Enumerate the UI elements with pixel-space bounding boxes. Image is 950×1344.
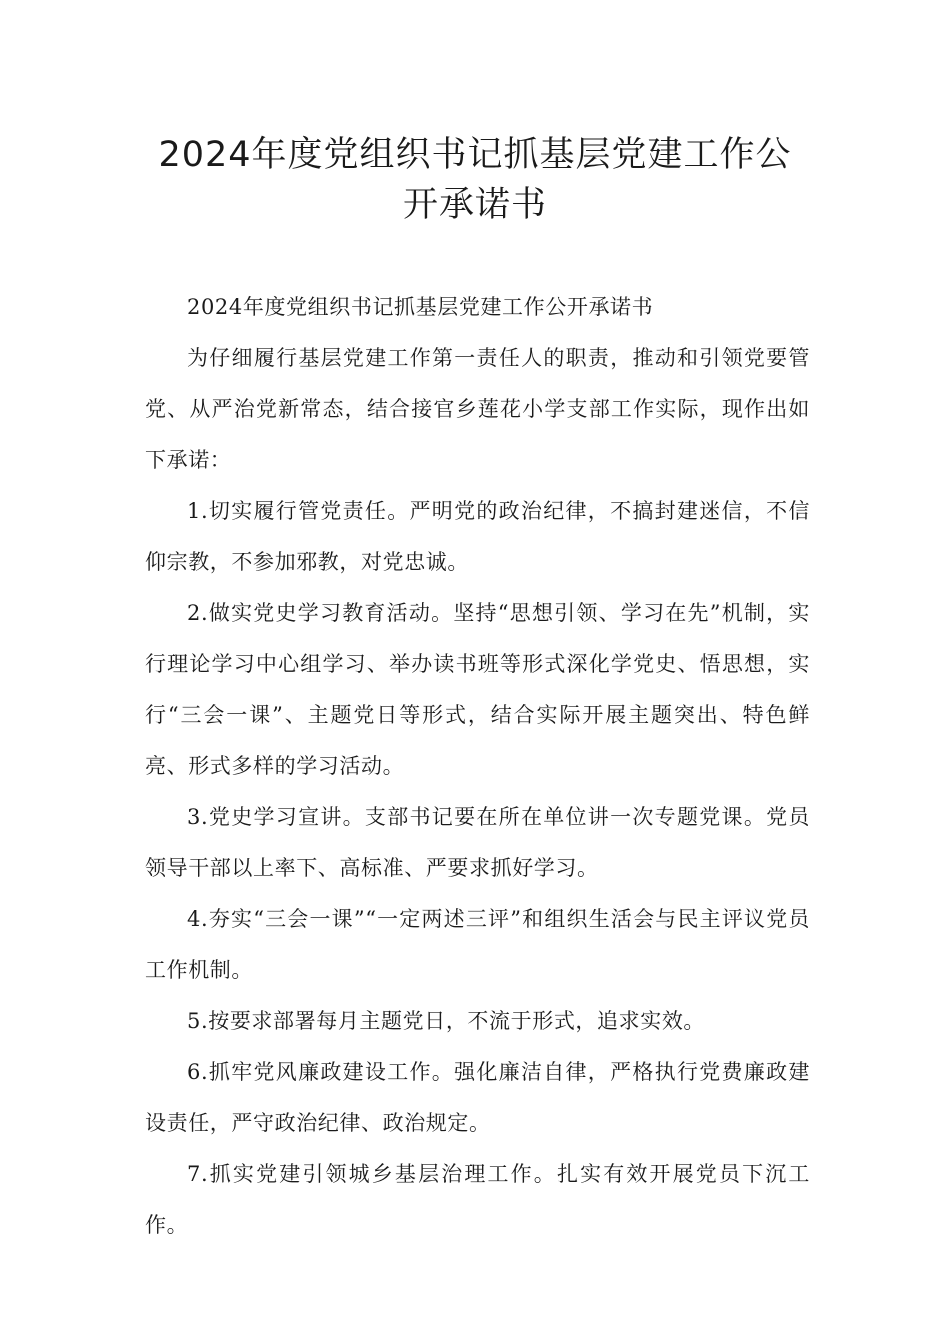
commitment-item-1: 1.切实履行管党责任。严明党的政治纪律，不搞封建迷信，不信仰宗教，不参加邪教，对党忠诚。 — [145, 499, 810, 574]
commitment-item-4: 4.夯实“三会一课”“一定两述三评”和组织生活会与民主评议党员工作机制。 — [145, 907, 810, 982]
document-body — [145, 282, 810, 1251]
commitment-item-2: 2.做实党史学习教育活动。坚持“思想引领、学习在先”机制，实行理论学习中心组学习、举办读书班等形式深化学党史、悟思想，实行“三会一课”、主题党日等形式，结合实际开展主题突出、特色鲜亮、形式多样的学习活动。 — [145, 601, 810, 778]
subtitle-paragraph: 2024年度党组织书记抓基层党建工作公开承诺书 — [187, 295, 654, 319]
commitment-item-7: 7.抓实党建引领城乡基层治理工作。扎实有效开展党员下沉工作。 — [145, 1162, 810, 1237]
intro-paragraph: 为仔细履行基层党建工作第一责任人的职责，推动和引领党要管党、从严治党新常态，结合接官乡莲花小学支部工作实际，现作出如下承诺： — [145, 346, 810, 472]
document-title — [120, 130, 830, 230]
title-line-2: 开承诺书 — [402, 185, 547, 225]
commitment-item-3: 3.党史学习宣讲。支部书记要在所在单位讲一次专题党课。党员领导干部以上率下、高标准、严要求抓好学习。 — [145, 805, 810, 880]
commitment-item-5: 5.按要求部署每月主题党日，不流于形式，追求实效。 — [187, 1009, 706, 1033]
title-line-1: 2024年度党组织书记抓基层党建工作公 — [158, 135, 792, 175]
commitment-item-6: 6.抓牢党风廉政建设工作。强化廉洁自律，严格执行党费廉政建设责任，严守政治纪律、政治规定。 — [145, 1060, 810, 1135]
